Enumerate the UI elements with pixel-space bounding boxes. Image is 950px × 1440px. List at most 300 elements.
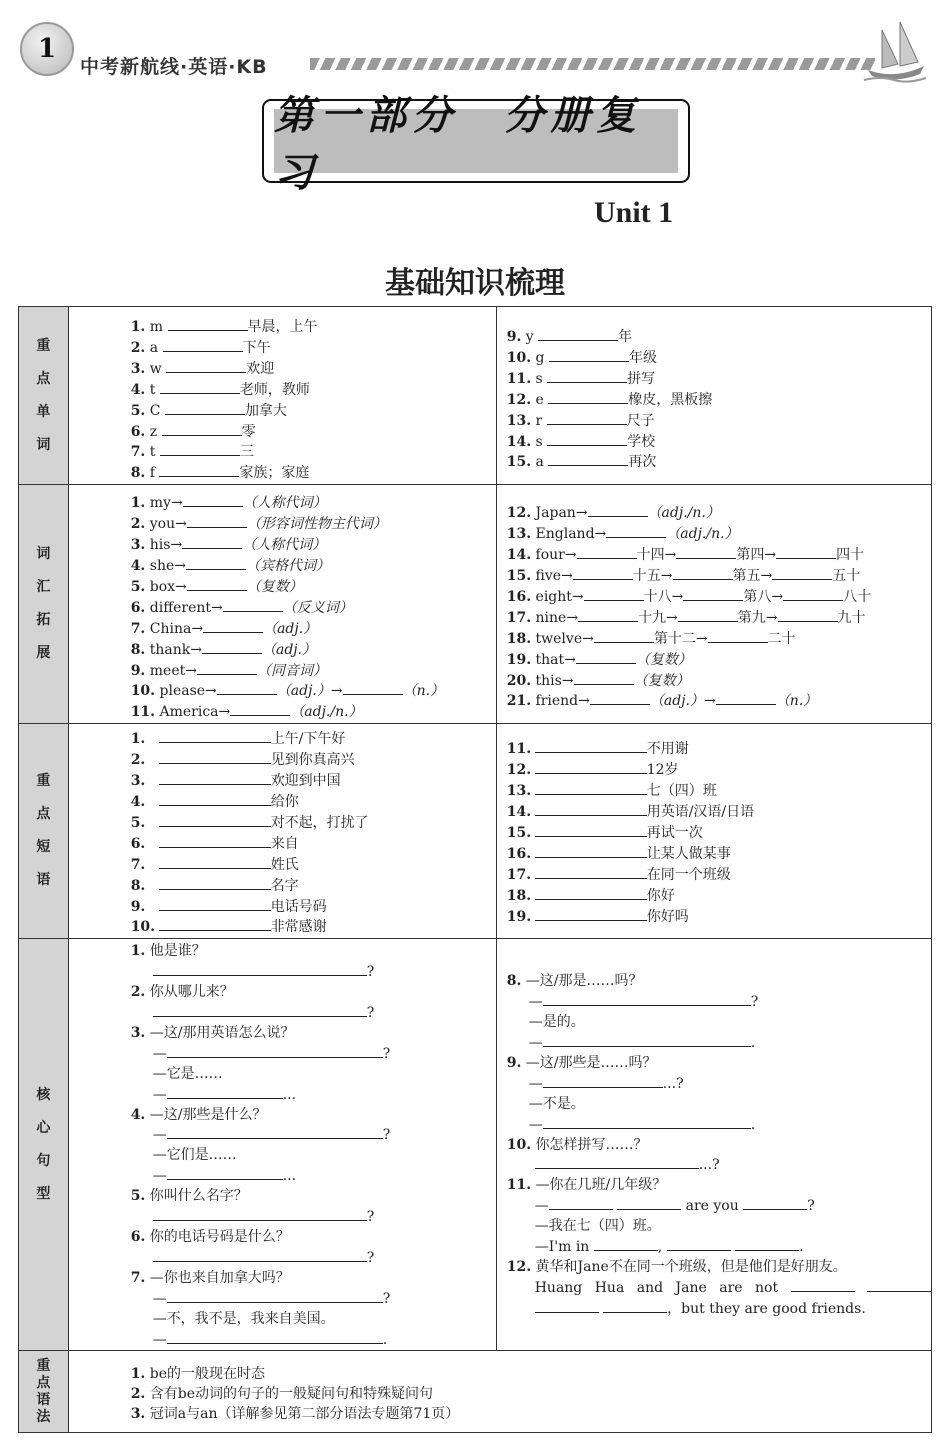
item-number: 19. bbox=[506, 651, 532, 668]
hint: 十四→ bbox=[636, 547, 677, 564]
item-number: 17. bbox=[506, 866, 532, 883]
answer-blank bbox=[548, 390, 628, 404]
list-item bbox=[131, 813, 496, 834]
list-item bbox=[507, 650, 931, 671]
answer-blank bbox=[162, 422, 242, 436]
row-label-char: 核 bbox=[36, 1086, 51, 1103]
answer-blank bbox=[584, 587, 644, 601]
grammar-point: 冠词a与an（详解参见第二部分语法专题第71页） bbox=[149, 1406, 460, 1423]
chinese-meaning: 早晨，上午 bbox=[247, 319, 318, 335]
chinese-meaning: 家族；家庭 bbox=[239, 465, 310, 482]
list-item bbox=[131, 338, 496, 359]
answer-blank bbox=[547, 432, 627, 446]
answer-blank bbox=[343, 681, 403, 695]
row-label bbox=[19, 939, 69, 1351]
list-item bbox=[507, 671, 931, 692]
initial-letter: y bbox=[525, 329, 534, 345]
hint: 第九→ bbox=[737, 609, 778, 626]
hint: （同音词） bbox=[256, 662, 327, 679]
hint: （adj.）→ bbox=[276, 683, 343, 700]
base-word: four→ bbox=[535, 547, 577, 564]
answer-blank bbox=[159, 463, 239, 477]
chinese-meaning: 姓氏 bbox=[270, 856, 299, 873]
answer-blank bbox=[182, 535, 242, 549]
answer-blank bbox=[783, 587, 843, 601]
answer-blank bbox=[716, 691, 776, 705]
chinese-meaning: 再试一次 bbox=[646, 824, 703, 841]
base-word: meet→ bbox=[149, 662, 197, 679]
answer-blank bbox=[535, 907, 647, 921]
list-item bbox=[131, 917, 496, 938]
item-number: 17. bbox=[506, 609, 532, 626]
hint: 十九→ bbox=[638, 609, 678, 626]
chinese-meaning: 名字 bbox=[270, 877, 299, 894]
list-item bbox=[131, 640, 496, 661]
answer-blank bbox=[187, 577, 247, 591]
sentence-q8: —这/那是……吗？ bbox=[525, 973, 643, 990]
sentence-q4: —这/那些是什么？ bbox=[149, 1106, 267, 1123]
hint: 四十 bbox=[836, 547, 865, 564]
chinese-meaning: 不用谢 bbox=[646, 741, 689, 758]
answer-blank bbox=[535, 886, 647, 900]
item-number: 16. bbox=[506, 588, 532, 605]
item-number: 4. bbox=[130, 793, 146, 810]
row-label-char: 汇 bbox=[36, 579, 51, 596]
row-label-char: 点 bbox=[36, 370, 51, 387]
answer-blank bbox=[159, 917, 271, 931]
base-word: my→ bbox=[149, 495, 183, 512]
answer-blank bbox=[578, 608, 638, 622]
row-phrases bbox=[19, 724, 932, 939]
list-item bbox=[507, 566, 931, 587]
item-number: 11. bbox=[506, 741, 532, 758]
item-number: 1. bbox=[130, 731, 146, 748]
answer-blank bbox=[673, 566, 733, 580]
item-number: 1. bbox=[130, 495, 146, 512]
list-item bbox=[131, 834, 496, 855]
base-word: America→ bbox=[159, 704, 231, 721]
list-item bbox=[131, 556, 496, 577]
item-number: 2. bbox=[130, 1386, 146, 1403]
list-item bbox=[131, 661, 496, 682]
list-item bbox=[507, 327, 931, 348]
list-item bbox=[507, 452, 931, 473]
sentence-q10: 你怎样拼写……？ bbox=[535, 1136, 648, 1153]
section-title: 基础知识梳理 bbox=[385, 266, 565, 301]
hint: 第八→ bbox=[743, 588, 784, 605]
hint: （复数） bbox=[633, 672, 690, 689]
initial-letter: a bbox=[535, 454, 544, 471]
row-key-words bbox=[19, 307, 932, 485]
unit-title: Unit 1 bbox=[594, 196, 674, 229]
row-label bbox=[19, 307, 69, 485]
initial-letter: a bbox=[149, 339, 159, 356]
answer-blank bbox=[574, 671, 634, 685]
item-number: 21. bbox=[506, 693, 532, 710]
list-item bbox=[507, 865, 931, 886]
row-label-char: 重 bbox=[36, 337, 51, 354]
answer-blank bbox=[776, 545, 836, 559]
row-label-char: 短 bbox=[36, 839, 51, 856]
list-item bbox=[507, 503, 931, 524]
chinese-meaning: 非常感谢 bbox=[270, 919, 327, 936]
list-item bbox=[507, 629, 931, 650]
answer-blank bbox=[588, 503, 648, 517]
answer-blank bbox=[547, 411, 627, 425]
item-number: 6. bbox=[130, 423, 146, 440]
row-label bbox=[19, 1351, 69, 1433]
list-item bbox=[507, 587, 931, 608]
chinese-meaning: 加拿大 bbox=[244, 402, 287, 419]
list-item bbox=[131, 1365, 931, 1385]
chinese-meaning: 给你 bbox=[270, 793, 299, 810]
row-label-char: 语 bbox=[36, 1391, 51, 1408]
chinese-meaning: 年级 bbox=[628, 349, 657, 366]
phrases-right bbox=[496, 724, 931, 939]
sentence-q6: 你的电话号码是什么？ bbox=[149, 1229, 290, 1245]
answer-blank bbox=[159, 876, 271, 890]
sentence-q9: —这/那些是……吗？ bbox=[525, 1054, 657, 1071]
page-number: 1 bbox=[20, 22, 74, 76]
base-word: you→ bbox=[149, 516, 187, 533]
hint: （adj./n.） bbox=[647, 505, 720, 522]
hint: （adj.）→ bbox=[649, 693, 716, 710]
list-item bbox=[131, 577, 496, 598]
list-item bbox=[507, 760, 931, 781]
answer-blank bbox=[778, 608, 838, 622]
row-label-char: 词 bbox=[36, 436, 51, 453]
answer-blank bbox=[230, 702, 290, 716]
list-item bbox=[131, 729, 496, 750]
item-number: 18. bbox=[506, 887, 532, 904]
chinese-meaning: 12岁 bbox=[646, 762, 679, 779]
item-number: 4. bbox=[130, 557, 146, 574]
item-number: 5. bbox=[130, 402, 146, 419]
row-label-char: 型 bbox=[36, 1185, 51, 1202]
answer-blank bbox=[547, 369, 627, 383]
header-stripe bbox=[310, 58, 875, 70]
hint: 八十 bbox=[843, 588, 872, 605]
item-number: 3. bbox=[130, 360, 146, 377]
hint: （复数） bbox=[246, 578, 303, 595]
list-item bbox=[131, 876, 496, 897]
row-label-char: 单 bbox=[36, 403, 51, 420]
item-number: 12. bbox=[506, 505, 532, 522]
answer-blank bbox=[159, 750, 271, 764]
answer-blank bbox=[217, 681, 277, 695]
item-number: 4. bbox=[130, 381, 146, 398]
item-number: 2. bbox=[130, 339, 146, 356]
list-item bbox=[131, 1405, 931, 1425]
item-number: 3. bbox=[130, 537, 146, 554]
base-word: this→ bbox=[535, 672, 574, 689]
words-left bbox=[68, 307, 496, 485]
answer-blank bbox=[160, 380, 240, 394]
hint: 九十 bbox=[837, 609, 866, 626]
hint: （adj.） bbox=[262, 641, 317, 658]
answer-blank bbox=[159, 897, 271, 911]
answer-blank bbox=[197, 661, 257, 675]
item-number: 9. bbox=[506, 329, 522, 345]
hint: （adj./n.） bbox=[666, 526, 739, 543]
list-item bbox=[507, 844, 931, 865]
list-item bbox=[131, 598, 496, 619]
row-label-char: 法 bbox=[36, 1408, 51, 1425]
answer-blank bbox=[535, 802, 647, 816]
answer-blank bbox=[535, 844, 647, 858]
item-number: 7. bbox=[130, 444, 146, 461]
grammar-point: be的一般现在时态 bbox=[149, 1366, 266, 1383]
base-word: five→ bbox=[535, 567, 573, 584]
answer-blank bbox=[590, 691, 650, 705]
chinese-meaning: 在同一个班级 bbox=[646, 866, 731, 883]
initial-letter: t bbox=[149, 444, 156, 461]
list-item bbox=[131, 750, 496, 771]
item-number: 14. bbox=[506, 547, 532, 564]
chinese-meaning: 见到你真高兴 bbox=[270, 752, 355, 769]
answer-blank bbox=[573, 566, 633, 580]
hint: （n.） bbox=[402, 683, 445, 700]
chinese-meaning: 你好 bbox=[646, 887, 675, 904]
list-item bbox=[131, 681, 496, 702]
hint: （adj.） bbox=[263, 620, 318, 637]
answer-blank bbox=[678, 608, 738, 622]
sentence-q3: —这/那用英语怎么说？ bbox=[149, 1024, 295, 1041]
chinese-meaning: 再次 bbox=[628, 454, 657, 471]
row-label-char: 词 bbox=[36, 546, 51, 563]
sentence-q2: 你从哪儿来？ bbox=[149, 984, 234, 1001]
list-item bbox=[507, 907, 931, 928]
list-item bbox=[507, 739, 931, 760]
chinese-meaning: 三 bbox=[239, 444, 254, 461]
item-number: 2. bbox=[130, 752, 146, 769]
item-number: 1. bbox=[130, 1366, 146, 1383]
list-item bbox=[507, 802, 931, 823]
row-vocab-ext bbox=[19, 485, 932, 724]
vocab-right bbox=[496, 485, 931, 724]
answer-blank bbox=[223, 598, 283, 612]
answer-blank bbox=[576, 650, 636, 664]
item-number: 16. bbox=[506, 845, 532, 862]
item-number: 8. bbox=[130, 465, 146, 482]
chinese-meaning: 年 bbox=[618, 329, 633, 345]
row-label-char: 句 bbox=[36, 1152, 51, 1169]
item-number: 9. bbox=[130, 898, 146, 915]
hint: （宾格代词） bbox=[245, 557, 330, 574]
grammar-list bbox=[68, 1351, 931, 1433]
sentence-q5: 你叫什么名字？ bbox=[149, 1188, 248, 1205]
chinese-meaning: 零 bbox=[241, 423, 256, 440]
chinese-meaning: 拼写 bbox=[627, 370, 656, 387]
item-number: 15. bbox=[506, 567, 532, 584]
list-item bbox=[507, 545, 931, 566]
hint: （n.） bbox=[775, 693, 818, 710]
item-number: 10. bbox=[130, 683, 156, 700]
answer-blank bbox=[168, 317, 248, 331]
row-sentences bbox=[19, 939, 932, 1351]
initial-letter: t bbox=[149, 381, 156, 398]
chinese-meaning: 七（四）班 bbox=[646, 783, 717, 800]
sentences-left: 1. 他是谁？ ? 2. 你从哪儿来？ ? 3. —这/那用英语怎么说？ — ? —它是…… — ... 4. —这/那些是什么？ — ? —它们是…… — ... 5. 你叫什么名字？ ? 6. 你的电话号码是什么？ ? 7. —你也来自加拿大吗？ — ? —不，我不是，我来自美国。 — . bbox=[68, 939, 496, 1351]
initial-letter: m bbox=[149, 319, 164, 335]
chinese-meaning: 对不起，打扰了 bbox=[270, 814, 369, 831]
item-number: 6. bbox=[130, 835, 146, 852]
part-title-box bbox=[262, 92, 690, 196]
item-number: 11. bbox=[506, 370, 532, 387]
page-header bbox=[0, 0, 950, 90]
answer-blank bbox=[772, 566, 832, 580]
hint: （复数） bbox=[635, 651, 692, 668]
list-item bbox=[507, 524, 931, 545]
vocab-left bbox=[68, 485, 496, 724]
item-number: 15. bbox=[506, 454, 532, 471]
item-number: 9. bbox=[130, 662, 146, 679]
base-word: twelve→ bbox=[535, 630, 594, 647]
list-item bbox=[131, 442, 496, 463]
item-number: 5. bbox=[130, 814, 146, 831]
answer-blank bbox=[159, 729, 271, 743]
answer-blank bbox=[186, 556, 246, 570]
base-word: different→ bbox=[149, 599, 223, 616]
answer-blank bbox=[549, 348, 629, 362]
item-number: 19. bbox=[506, 908, 532, 925]
chinese-meaning: 让某人做某事 bbox=[646, 845, 731, 862]
answer-blank bbox=[159, 813, 271, 827]
row-label-char: 重 bbox=[36, 773, 51, 790]
answer-blank bbox=[535, 739, 647, 753]
item-number: 15. bbox=[506, 824, 532, 841]
initial-letter: e bbox=[535, 391, 544, 408]
answer-blank bbox=[159, 855, 271, 869]
base-word: China→ bbox=[149, 620, 204, 637]
list-item bbox=[131, 1385, 931, 1405]
answer-blank bbox=[202, 640, 262, 654]
base-word: Japan→ bbox=[535, 505, 588, 522]
answer-blank bbox=[535, 781, 647, 795]
answer-blank bbox=[187, 514, 247, 528]
answer-blank bbox=[163, 338, 243, 352]
initial-letter: r bbox=[535, 412, 543, 429]
list-item bbox=[131, 535, 496, 556]
chinese-meaning: 欢迎到中国 bbox=[270, 773, 341, 790]
item-number: 11. bbox=[130, 704, 156, 721]
hint: （人称代词） bbox=[242, 495, 327, 512]
item-number: 2. bbox=[130, 516, 146, 533]
answer-blank bbox=[159, 771, 271, 785]
sentence-q11: —你在几班/几年级？ bbox=[535, 1177, 667, 1194]
hint: 第四→ bbox=[736, 547, 777, 564]
answer-blank bbox=[577, 545, 637, 559]
list-item bbox=[507, 369, 931, 390]
answer-blank bbox=[159, 834, 271, 848]
chinese-meaning: 下午 bbox=[242, 339, 271, 356]
answer-blank bbox=[160, 442, 240, 456]
chinese-meaning: 学校 bbox=[627, 433, 656, 450]
hint: （形容词性物主代词） bbox=[246, 516, 387, 533]
list-item bbox=[131, 463, 496, 484]
list-item bbox=[131, 401, 496, 422]
list-item bbox=[131, 514, 496, 535]
item-number: 12. bbox=[506, 391, 532, 408]
row-label bbox=[19, 724, 69, 939]
answer-blank bbox=[548, 452, 628, 466]
list-item bbox=[131, 380, 496, 401]
sentence-q12: 黄华和Jane不在同一个班级，但是他们是好朋友。 bbox=[535, 1259, 847, 1275]
hint: 五十 bbox=[832, 567, 861, 584]
item-number: 1. bbox=[130, 319, 146, 335]
answer-blank bbox=[183, 493, 243, 507]
sentence-q7: —你也来自加拿大吗？ bbox=[149, 1269, 290, 1286]
hint: （人称代词） bbox=[242, 537, 327, 554]
hint: 第十二→ bbox=[653, 630, 708, 647]
answer-blank bbox=[538, 327, 618, 341]
item-number: 14. bbox=[506, 433, 532, 450]
row-label-char: 重 bbox=[36, 1357, 51, 1374]
list-item bbox=[131, 897, 496, 918]
row-label-char: 拓 bbox=[36, 612, 51, 629]
list-item bbox=[131, 792, 496, 813]
item-number: 3. bbox=[130, 1406, 146, 1423]
base-word: friend→ bbox=[535, 693, 590, 710]
hint: 十五→ bbox=[632, 567, 673, 584]
list-item bbox=[507, 608, 931, 629]
list-item bbox=[131, 493, 496, 514]
words-right bbox=[496, 307, 931, 485]
base-word: please→ bbox=[159, 683, 217, 700]
row-label-char: 点 bbox=[36, 806, 51, 823]
base-word: thank→ bbox=[149, 641, 202, 658]
hint: 二十 bbox=[767, 630, 796, 647]
initial-letter: s bbox=[535, 433, 543, 450]
chinese-meaning: 上午/下午好 bbox=[270, 731, 346, 748]
item-number: 18. bbox=[506, 630, 532, 647]
answer-blank bbox=[535, 865, 647, 879]
item-number: 6. bbox=[130, 599, 146, 616]
item-number: 13. bbox=[506, 526, 532, 543]
initial-letter: g bbox=[535, 349, 545, 366]
row-label-char: 心 bbox=[36, 1119, 51, 1136]
list-item bbox=[507, 390, 931, 411]
chinese-meaning: 尺子 bbox=[626, 412, 655, 429]
answer-blank bbox=[676, 545, 736, 559]
hint: （反义词） bbox=[282, 599, 353, 616]
list-item bbox=[131, 771, 496, 792]
list-item bbox=[131, 855, 496, 876]
item-number: 14. bbox=[506, 803, 532, 820]
item-number: 7. bbox=[130, 620, 146, 637]
list-item bbox=[507, 691, 931, 712]
list-item bbox=[507, 411, 931, 432]
item-number: 10. bbox=[130, 919, 156, 936]
base-word: that→ bbox=[535, 651, 576, 668]
list-item bbox=[131, 359, 496, 380]
chinese-meaning: 电话号码 bbox=[270, 898, 327, 915]
chinese-meaning: 欢迎 bbox=[246, 360, 275, 377]
item-number: 13. bbox=[506, 783, 532, 800]
answer-blank bbox=[594, 629, 654, 643]
answer-blank bbox=[203, 619, 263, 633]
item-number: 20. bbox=[506, 672, 532, 689]
row-grammar bbox=[19, 1351, 932, 1433]
row-label-char: 点 bbox=[36, 1374, 51, 1391]
initial-letter: z bbox=[149, 423, 158, 440]
list-item bbox=[507, 823, 931, 844]
list-item bbox=[507, 348, 931, 369]
chinese-meaning: 来自 bbox=[270, 835, 299, 852]
list-item bbox=[507, 432, 931, 453]
initial-letter: s bbox=[535, 370, 543, 387]
item-number: 7. bbox=[130, 856, 146, 873]
